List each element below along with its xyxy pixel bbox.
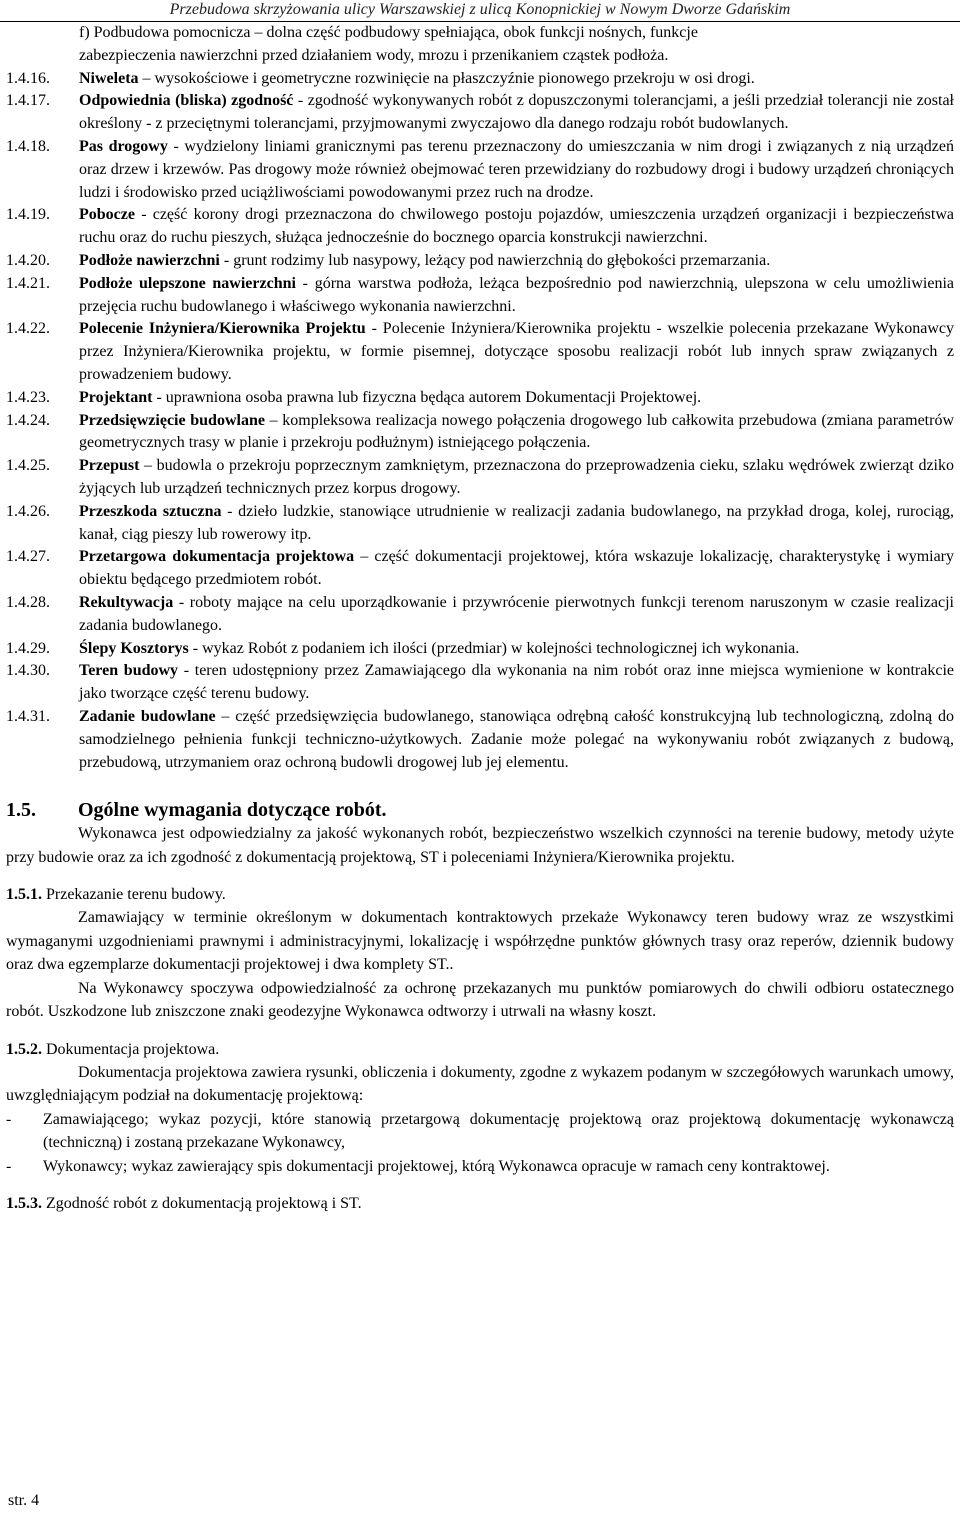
list-dash: - [6, 1110, 12, 1128]
definition-item [6, 68, 954, 91]
list-item [6, 1155, 954, 1179]
definition-body [79, 204, 954, 250]
subsection-number: 1.5.3. [6, 1195, 42, 1213]
definition-text: – kompleksowa realizacja nowego połączenia drogowego lub całkowita przebudowa (zmiana parametrów geometrycznych trasy w planie i przekroju podłużnym) istniejącego połączenia. [79, 411, 955, 452]
page-number: str. 4 [8, 1492, 40, 1509]
subsection-title: Przekazanie terenu budowy. [42, 886, 226, 904]
definition-item [6, 706, 954, 774]
subsection-title: Dokumentacja projektowa. [42, 1040, 220, 1058]
definition-number: 1.4.28. [6, 593, 50, 611]
paragraph: Zamawiający w terminie określonym w dokumentach kontraktowych przekaże Wykonawcy teren budowy wraz ze wszystkimi wymaganymi uzgodnieniami prawnymi i administracyjnymi, lokalizację i współrzędne punktów głównych trasy oraz reperów, dziennik budowy oraz dwa egzemplarze dokumentacji projektowej i dwa komplety ST.. [6, 909, 954, 974]
definition-number: 1.4.23. [6, 388, 50, 406]
definition-item [6, 455, 954, 501]
definition-body [79, 273, 954, 319]
definition-term: Rekultywacja [79, 593, 174, 611]
paragraph: Na Wykonawcy spoczywa odpowiedzialność za ochronę przekazanych mu punktów pomiarowych do chwili odbioru ostatecznego robót. Uszkodzone lub zniszczone znaki geodezyjne Wykonawca odtworzy i utrwali na własny koszt. [6, 979, 954, 1021]
definitions-list [6, 68, 954, 775]
definition-text: - zgodność wykonywanych robót z dopuszczonymi tolerancjami, a jeśli przedział tolerancji nie został określony - z przeciętnymi tolerancjami, przyjmowanymi zwyczajowo dla danego rodzaju robót budowlanych. [79, 92, 955, 133]
definition-text: - górna warstwa podłoża, leżąca bezpośrednio pod nawierzchnią, ulepszona w celu umożliwienia przejęcia ruchu budowlanego i właściwego wykonania nawierzchni. [79, 274, 954, 315]
definition-term: Teren budowy [79, 662, 179, 680]
definition-body [79, 250, 954, 273]
subsection-heading [6, 1192, 954, 1215]
definition-body [79, 90, 954, 136]
definition-text: - wykaz Robót z podaniem ich ilości (przedmiar) w kolejności technologicznej ich wykonania. [188, 639, 800, 657]
continuation-line: zabezpieczenia nawierzchni przed działaniem wody, mrozu i przenikaniem cząstek podłoża. [79, 46, 669, 64]
definition-text: - wydzielony liniami granicznymi pas terenu przeznaczony do umieszczania w nim drogi i związanych z nią urządzeń oraz drzew i krzewów. Pas drogowy może również obejmować teren przewidziany do rozbudowy drogi i budowy urządzeń chroniących ludzi i środowisko przed uciążliwościami powodowanymi przez ruch na drodze. [79, 137, 955, 201]
definition-number: 1.4.27. [6, 548, 50, 566]
definition-term: Odpowiednia (bliska) zgodność [79, 92, 294, 110]
definition-item [6, 660, 954, 706]
section-title: Ogólne wymagania dotyczące robót. [78, 799, 387, 822]
definition-item [6, 501, 954, 547]
definition-text: - dzieło ludzkie, stanowiące utrudnienie w realizacji zadania budowlanego, na przykład droga, kolej, rurociąg, kanał, ciąg pieszy lub rowerowy itp. [79, 502, 955, 543]
subsection-number: 1.5.1. [6, 886, 42, 904]
definition-number: 1.4.22. [6, 320, 50, 338]
section-heading [6, 798, 954, 822]
subsection-heading [6, 883, 954, 906]
definition-text: – część dokumentacji projektowej, która wskazuje lokalizację, charakterystykę i wymiary obiektu będącego przedmiotem robót. [79, 548, 955, 589]
list-item [6, 1108, 954, 1155]
definition-text: - roboty mające na celu uporządkowanie i przywrócenie pierwotnych funkcji terenom naruszonym w czasie realizacji zadania budowlanego. [79, 593, 954, 634]
definition-text: - grunt rodzimy lub nasypowy, leżący pod nawierzchnią do głębokości przemarzania. [219, 251, 771, 269]
definition-term: Przedsięwzięcie budowlane [79, 411, 265, 429]
definition-body [79, 501, 954, 547]
definition-number: 1.4.21. [6, 274, 50, 292]
definition-item [6, 136, 954, 204]
definition-term: Podłoże ulepszone nawierzchni [79, 274, 296, 292]
definition-term: Pobocze [79, 206, 135, 224]
definition-term: Przeszkoda sztuczna [79, 502, 222, 520]
definition-body [79, 455, 954, 501]
definition-text: - Polecenie Inżyniera/Kierownika projektu - wszelkie polecenia przekazane Wykonawcy przez Inżyniera/Kierownika projektu, w formie pisemnej, dotyczące sposobu realizacji robót lub innych spraw związanych z prowadzeniem budowy. [79, 320, 955, 383]
definition-term: Zadanie budowlane [79, 707, 216, 725]
definition-item [6, 546, 954, 592]
definition-body [79, 592, 954, 638]
definition-term: Projektant [79, 388, 153, 406]
definition-text: - teren udostępniony przez Zamawiającego dla wykonania na nim robót oraz inne miejsca wymienione w kontrakcie jako tworzące część terenu budowy. [79, 662, 955, 703]
definition-number: 1.4.18. [6, 137, 50, 155]
subsection-heading [6, 1038, 954, 1061]
definition-number: 1.4.29. [6, 639, 50, 657]
definition-term: Pas drogowy [79, 137, 168, 155]
definition-item [6, 204, 954, 250]
definition-body [79, 638, 954, 661]
list-dash: - [6, 1157, 12, 1175]
definition-number: 1.4.26. [6, 502, 50, 520]
definition-body [79, 68, 954, 91]
definition-text: – część przedsięwzięcia budowlanego, stanowiąca odrębną całość konstrukcyjną lub technologiczną, zdolną do samodzielnego pełnienia funkcji techniczno-użytkowych. Zadanie może polegać na wykonywaniu robót związanych z budową, przebudową, utrzymaniem oraz ochroną budowli drogowej lub jej elementu. [79, 707, 954, 771]
definition-item [6, 250, 954, 273]
subsection-number: 1.5.2. [6, 1040, 42, 1058]
definition-body [79, 136, 954, 204]
running-title: Przebudowa skrzyżowania ulicy Warszawskiej z ulicą Konopnickiej w Nowym Dworze Gdańskim [169, 1, 791, 18]
definition-text: – wysokościowe i geometryczne rozwinięcie na płaszczyźnie pionowego przekroju w osi drogi. [138, 69, 755, 87]
definition-number: 1.4.17. [6, 92, 50, 110]
continuation-line: f) Podbudowa pomocnicza – dolna część podbudowy spełniająca, obok funkcji nośnych, funkcje [79, 24, 698, 41]
definition-body [79, 546, 954, 592]
definition-term: Podłoże nawierzchni [79, 251, 220, 269]
definition-item [6, 592, 954, 638]
definition-body [79, 387, 954, 410]
definition-body [79, 660, 954, 706]
definition-item [6, 387, 954, 410]
definition-number: 1.4.24. [6, 411, 50, 429]
definition-term: Przepust [79, 457, 140, 475]
definition-term: Niweleta [79, 69, 139, 87]
paragraph: Dokumentacja projektowa zawiera rysunki, obliczenia i dokumenty, zgodne z wykazem podanym w szczegółowych warunkach umowy, uwzględniającym podział na dokumentację projektową: [6, 1063, 954, 1105]
list-item-text: Zamawiającego; wykaz pozycji, które stanowią przetargową dokumentację projektową oraz projektową dokumentację wykonawczą (techniczną) i zostaną przekazane Wykonawcy, [43, 1110, 954, 1152]
definition-item [6, 638, 954, 661]
definition-item [6, 90, 954, 136]
document-page [6, 22, 954, 1215]
section-number: 1.5. [6, 799, 36, 822]
definition-body [79, 318, 954, 386]
list-item-text: Wykonawcy; wykaz zawierający spis dokumentacji projektowej, którą Wykonawca opracuje w ramach ceny kontraktowej. [43, 1157, 830, 1175]
definition-item [6, 410, 954, 456]
definition-body [79, 410, 954, 456]
definition-number: 1.4.25. [6, 457, 50, 475]
subsection-title: Zgodność robót z dokumentacją projektową i ST. [42, 1195, 362, 1213]
definition-term: Przetargowa dokumentacja projektowa [79, 548, 355, 566]
definition-number: 1.4.16. [6, 69, 50, 87]
definition-text: – budowla o przekroju poprzecznym zamkniętym, przeznaczona do przeprowadzenia cieku, szlaku wędrówek zwierząt dziko żyjących lub urządzeń technicznych przez korpus drogowy. [79, 457, 954, 497]
section-intro: Wykonawca jest odpowiedzialny za jakość wykonanych robót, bezpieczeństwo wszelkich czynności na terenie budowy, metody użyte przy budowie oraz za ich zgodność z dokumentacją projektową, ST i poleceniami Inżyniera/Kierownika projektu. [6, 825, 954, 866]
running-header [0, 0, 960, 22]
definition-body [79, 706, 954, 774]
definition-term: Ślepy Kosztorys [79, 639, 189, 657]
definition-term: Polecenie Inżyniera/Kierownika Projektu [79, 320, 366, 338]
definition-item [6, 273, 954, 319]
definition-text: - uprawniona osoba prawna lub fizyczna będąca autorem Dokumentacji Projektowej. [152, 388, 702, 406]
definition-item [6, 318, 954, 386]
definition-number: 1.4.20. [6, 251, 50, 269]
definition-number: 1.4.31. [6, 707, 50, 725]
definition-number: 1.4.19. [6, 206, 50, 224]
definition-number: 1.4.30. [6, 662, 50, 680]
definition-text: - część korony drogi przeznaczona do chwilowego postoju pojazdów, umieszczenia urządzeń organizacji i bezpieczeństwa ruchu oraz do ruchu pieszych, służąca jednocześnie do bocznego oparcia konstrukcji nawierzchni. [79, 206, 954, 247]
